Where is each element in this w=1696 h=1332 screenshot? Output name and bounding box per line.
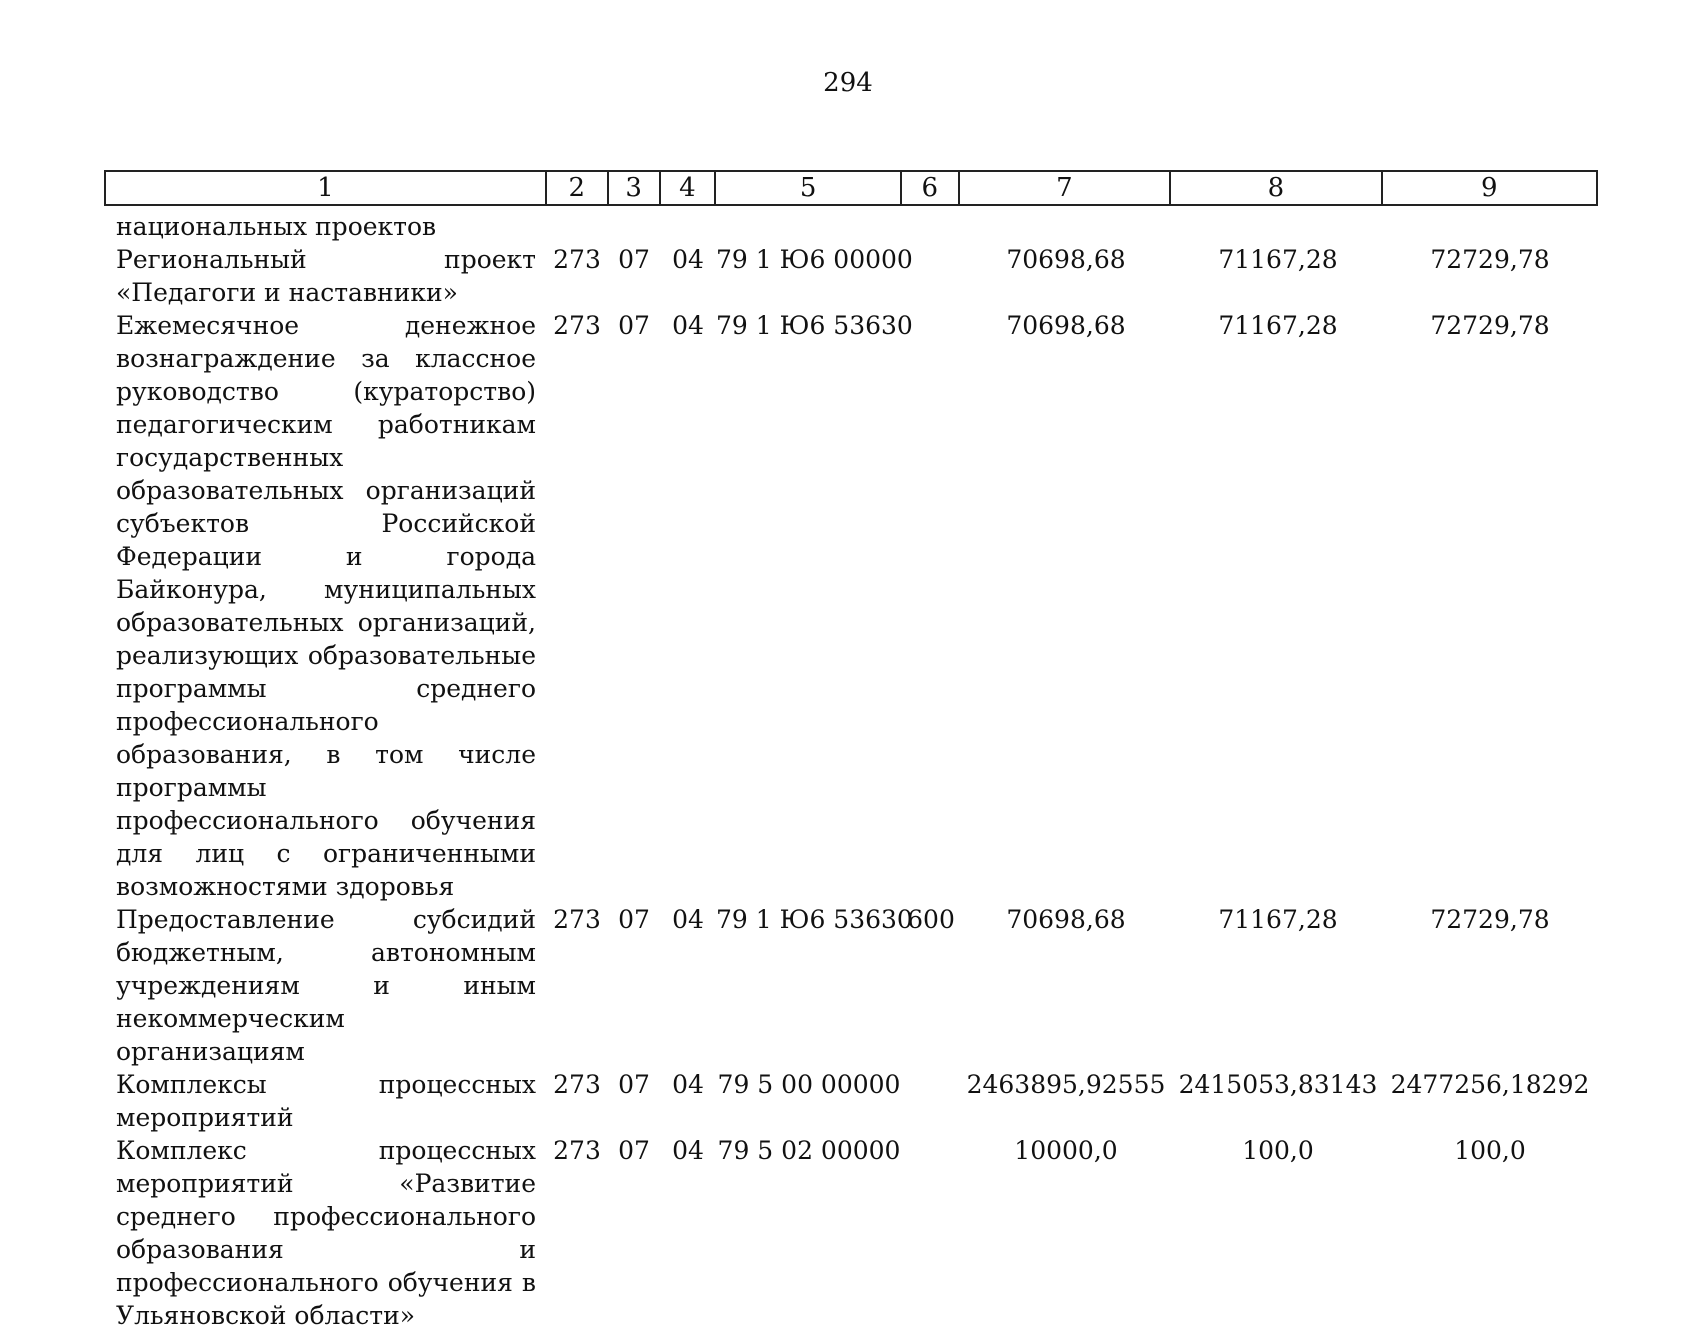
row-col-7: 70698,68 — [1006, 245, 1126, 274]
row-name: Комплекс процессных мероприятий «Развитие среднего профессионального образования и профессионального обучения в Ульяновской области» — [116, 1136, 536, 1330]
row-col-3: 07 — [618, 905, 650, 934]
row-col-8: 100,0 — [1242, 1136, 1314, 1165]
header-col-9: 9 — [1481, 173, 1498, 203]
row-col-7 — [960, 210, 1172, 243]
row-col-8 — [1172, 210, 1384, 243]
row-col-6 — [902, 210, 960, 243]
row-col-8: 71167,28 — [1218, 311, 1338, 340]
row-col-7: 70698,68 — [1006, 311, 1126, 340]
row-name: национальных проектов — [116, 212, 437, 241]
row-col-2: 273 — [553, 311, 601, 340]
table-row — [104, 1068, 1598, 1134]
header-col-3: 3 — [609, 172, 661, 204]
row-col-4: 04 — [672, 905, 704, 934]
row-col-9: 100,0 — [1454, 1136, 1526, 1165]
row-col-6 — [902, 243, 960, 309]
page-number: 294 — [823, 68, 873, 98]
row-col-6: 600 — [907, 905, 955, 934]
row-col-3: 07 — [618, 1136, 650, 1165]
header-col-5: 5 — [716, 172, 902, 204]
row-col-8: 71167,28 — [1218, 905, 1338, 934]
row-col-4: 04 — [672, 311, 704, 340]
row-col-9: 2477256,18292 — [1390, 1070, 1590, 1099]
table-row — [104, 903, 1598, 1068]
row-name: Региональный проект «Педагоги и наставники» — [116, 245, 536, 307]
row-col-4: 04 — [672, 1136, 704, 1165]
row-col-2: 273 — [553, 1136, 601, 1165]
row-col-8: 71167,28 — [1218, 245, 1338, 274]
header-col-2: 2 — [547, 172, 609, 204]
row-col-5: 79 1 Ю6 00000 — [716, 245, 913, 274]
table-header — [104, 170, 1598, 206]
row-col-3: 07 — [618, 1070, 650, 1099]
table-row — [104, 210, 1598, 243]
row-col-6 — [902, 1068, 960, 1134]
row-col-4 — [660, 210, 716, 243]
row-col-9: 72729,78 — [1430, 905, 1550, 934]
row-col-3: 07 — [618, 245, 650, 274]
row-col-3 — [608, 210, 660, 243]
row-col-7: 70698,68 — [1006, 905, 1126, 934]
row-col-4: 04 — [672, 245, 704, 274]
row-name: Комплексы процессных мероприятий — [116, 1070, 536, 1132]
header-col-6: 6 — [902, 172, 960, 204]
row-col-2: 273 — [553, 1070, 601, 1099]
row-name: Ежемесячное денежное вознаграждение за классное руководство (кураторство) педагогическим работникам государственных образовательных организаций субъектов Российской Федерации и города Байконура, муниципальных образовательных организаций, реализующих образовательные программы среднего профессионального образования, в том числе программы профессионального обучения для лиц с ограниченными возможностями здоровья — [116, 311, 536, 901]
header-col-4: 4 — [661, 172, 717, 204]
table-row — [104, 1134, 1598, 1332]
row-col-5: 79 5 00 00000 — [717, 1070, 901, 1099]
row-col-5: 79 1 Ю6 53630 — [716, 311, 913, 340]
row-col-9: 72729,78 — [1430, 311, 1550, 340]
row-col-7: 10000,0 — [1014, 1136, 1118, 1165]
row-col-6 — [902, 1134, 960, 1332]
table-row — [104, 243, 1598, 309]
row-col-8: 2415053,83143 — [1178, 1070, 1378, 1099]
row-col-2: 273 — [553, 905, 601, 934]
row-col-4: 04 — [672, 1070, 704, 1099]
row-col-7: 2463895,92555 — [966, 1070, 1166, 1099]
row-col-3: 07 — [618, 311, 650, 340]
row-col-2 — [546, 210, 608, 243]
row-col-9 — [1384, 210, 1596, 243]
row-col-2: 273 — [553, 245, 601, 274]
row-col-5: 79 1 Ю6 53630 — [716, 905, 913, 934]
table-body — [104, 210, 1598, 1332]
row-col-5: 79 5 02 00000 — [717, 1136, 901, 1165]
header-col-8: 8 — [1171, 172, 1382, 204]
row-col-6 — [902, 309, 960, 903]
row-name: Предоставление субсидий бюджетным, автономным учреждениям и иным некоммерческим организациям — [116, 905, 536, 1066]
row-col-9: 72729,78 — [1430, 245, 1550, 274]
table-row — [104, 309, 1598, 903]
header-col-7: 7 — [960, 172, 1171, 204]
header-col-1: 1 — [106, 172, 547, 204]
row-col-5 — [716, 210, 902, 243]
